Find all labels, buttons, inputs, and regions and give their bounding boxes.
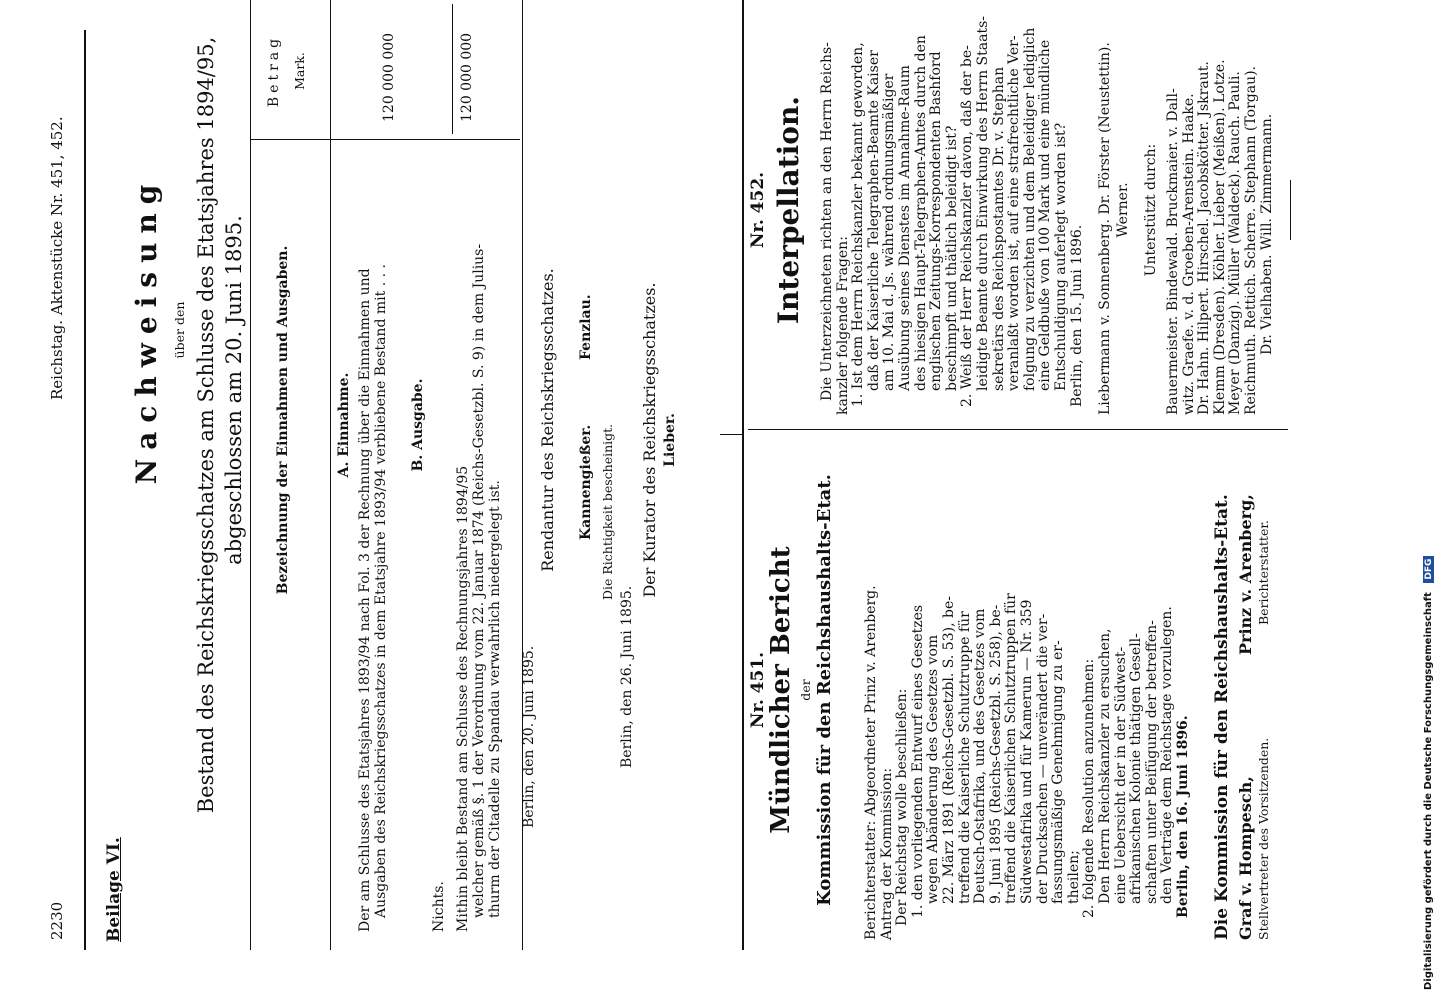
nr451-number: Nr. 451. — [748, 651, 768, 729]
nr451-line: der Drucksachen — unverändert die ver- — [1034, 613, 1051, 904]
table-column-rule — [250, 139, 520, 140]
nr451-line: Berichterstatter: Abgeordneter Prinz v. Arenberg. — [863, 585, 879, 940]
nr452-unterstuetzt: Unterstützt durch: — [1143, 143, 1159, 277]
signer-lieber: Lieber. — [662, 413, 678, 467]
nr452-supporters — [1166, 59, 1275, 415]
mid-tick-rule — [720, 434, 742, 435]
header-rule — [84, 30, 86, 950]
page-header-title: Reichstag. Aktenstücke Nr. 451, 452. — [48, 116, 66, 400]
dfg-logo: DFG — [1423, 556, 1434, 583]
nr451-line: theilen; — [1065, 850, 1082, 904]
digitization-credit — [1418, 10, 1434, 990]
nr451-kommission: Kommission für den Reichshaushalts-Etat. — [814, 474, 835, 906]
nr452-support-line: Klemm (Dresden). Köhler. Lieber (Meißen). Lotze. — [1211, 59, 1228, 415]
mithin-line-2: welcher gemäß §. 1 der Verordnung vom 22. Januar 1874 (Reichs-Gesetzbl. S. 9) in dem Julius- — [471, 243, 487, 918]
nr452-line: leidigte Beamte durch Einwirkung des Herrn Staats- — [974, 15, 991, 391]
nr451-line: Antrag der Kommission: — [878, 767, 895, 940]
nr452-line: daß der Kaiserliche Telegraphen-Beamte Kaiser — [865, 50, 882, 391]
section-divider-rule — [742, 0, 744, 950]
nr452-line: 1. Ist dem Herrn Reichskanzler bekannt geworden, — [850, 42, 867, 407]
table-header-right: Betrag — [266, 34, 282, 108]
nr452-line: folgung zu verzichten und dem Beleidiger lediglich — [1021, 27, 1038, 391]
nr452-line: am 10. Mai d. Js. während ordnungsmäßiger — [881, 73, 898, 391]
nr451-body — [864, 585, 1191, 940]
nr451-sig-right-1: Prinz v. Arenberg, — [1236, 494, 1255, 655]
nachweisung-title: Nachweisung — [130, 175, 163, 485]
kurator: Der Kurator des Reichskriegsschatzes. — [640, 282, 659, 598]
nachweisung-subtitle-2: abgeschlossen am 20. Juni 1895. — [222, 215, 246, 565]
nr452-line: englischen Zeitungs-Korrespondenten Bashford — [928, 51, 945, 391]
nr451-line: treffend die Kaiserlichen Schutztruppen für — [1003, 593, 1020, 904]
nachweisung-date-right: Berlin, den 26. Juni 1895. — [619, 585, 635, 768]
nr451-line: den Verträge dem Reichstage vorzulegen. — [1159, 606, 1176, 904]
nr452-support-line: Dr. Hahn. Hilpert. Hirschel. Jacobskötter. Jskraut. — [1196, 61, 1213, 415]
richtigkeit-note: Die Richtigkeit bescheinigt. — [600, 423, 615, 600]
nr451-line: afrikanischen Kolonie thätigen Gesell- — [1128, 633, 1145, 904]
mithin-amount: 120 000 000 — [459, 32, 475, 122]
ausgabe-text: Nichts. — [431, 881, 447, 932]
nr452-line: des hiesigen Haupt-Telegraphen-Amtes durch den — [912, 35, 929, 391]
nr451-line: 2. folgende Resolution anzunehmen: — [1081, 658, 1098, 918]
sum-rule — [452, 4, 453, 134]
signer-kannengiesser: Kannengießer. — [578, 424, 594, 540]
nachweisung-date-left: Berlin, den 20. Juni 1895. — [521, 645, 537, 828]
beilage-label: Beilage VI. — [104, 837, 124, 942]
nr452-support-line: Meyer (Danzig). Müller (Waldeck). Rauch. Pauli. — [1227, 71, 1244, 415]
nr452-line: kanzler folgende Fragen: — [834, 236, 851, 415]
einnahme-line-1: Der am Schlusse des Etatsjahres 1893/94 nach Fol. 3 der Rechnung über die Einnahmen und — [357, 268, 373, 932]
nr451-line: Deutsch-Ostafrika, und des Gesetzes vom — [972, 608, 989, 904]
einnahme-amount: 120 000 000 — [381, 32, 397, 122]
nr451-line: wegen Abänderung des Gesetzes vom — [925, 634, 942, 904]
nr451-line: fassungsmäßige Genehmigung zu er- — [1050, 640, 1067, 904]
signer-fenzlau: Fenzlau. — [578, 294, 594, 360]
nr451-sig-left-1: Graf v. Hompesch, — [1236, 776, 1255, 940]
nr451-sig-right-2: Berichterstatter. — [1256, 520, 1271, 625]
ueber-den: über den — [172, 301, 187, 359]
nr452-support-line: Reichmuth. Rettich. Scherre. Stephann (Torgau). — [1242, 66, 1259, 415]
nr452-title: Interpellation. — [772, 95, 805, 325]
nr452-line: beschimpft und thätlich beleidigt ist? — [943, 125, 960, 391]
nr452-line: sekretärs des Reichspostamtes Dr. v. Stephan — [990, 66, 1007, 391]
mithin-line-3: thurm der Citadelle zu Spandau verwahrlich niedergelegt ist. — [487, 480, 503, 918]
nr452-support-line: witz. Graefe. v. d. Groeben-Arenstein. Haake. — [1180, 93, 1197, 415]
table-header-rule — [330, 0, 331, 950]
nr451-line: eine Uebersicht der in der Südwest- — [1112, 646, 1129, 904]
nr452-signers-2: Werner. — [1115, 182, 1131, 238]
table-top-rule — [250, 0, 251, 950]
nr452-number: Nr. 452. — [748, 171, 768, 249]
nr451-line: schaften unter Beifügung der betreffen- — [1143, 620, 1160, 904]
rendantur: Rendantur des Reichskriegsschatzes. — [538, 268, 557, 572]
table-header-unit: Mark. — [292, 52, 307, 90]
nr451-line: Südwestafrika und für Kamerun — Nr. 359 — [1018, 599, 1035, 904]
nr452-support-line: Dr. Vielhaben. Will. Zimmermann. — [1258, 113, 1275, 355]
nr451-title: Mündlicher Bericht — [766, 546, 796, 834]
column-separator — [748, 429, 1288, 430]
nr451-line: 22. März 1891 (Reichs-Gesetzbl. S. 53), be- — [940, 596, 957, 904]
nachweisung-subtitle-1: Bestand des Reichskriegsschatzes am Schlusse des Etatsjahres 1894/95, — [194, 36, 218, 814]
nr451-der: der — [798, 679, 813, 701]
section-a-heading: A. Einnahme. — [336, 372, 352, 478]
einnahme-line-2: Ausgaben des Reichskriegsschatzes in dem Etatsjahre 1893/94 verbliebene Bestand mit . . . — [373, 264, 389, 918]
section-b-heading: B. Ausgabe. — [410, 378, 426, 472]
nr452-line: eine Geldbuße von 100 Mark und eine mündliche — [1037, 39, 1054, 391]
nr452-line: Entschuldigung auferlegt worden ist? — [1052, 122, 1069, 391]
nr452-line: Ausübung seines Dienstes im Annahme-Raum — [896, 65, 913, 391]
nr451-line: treffend die Kaiserliche Schutztruppe für — [956, 611, 973, 904]
nr451-sig-left-2: Stellvertreter des Vorsitzenden. — [1256, 737, 1271, 940]
nr452-line: Die Unterzeichneten richten an den Herrn Reichs- — [819, 42, 835, 401]
nr451-signature-title: Die Kommission für den Reichshaushalts-Etat. — [1212, 494, 1232, 940]
nr451-line: Der Reichstag wolle beschließen: — [894, 688, 911, 926]
nr452-date: Berlin, den 15. Juni 1896. — [1068, 224, 1085, 407]
nr452-body — [820, 16, 1085, 415]
nr451-line: 9. Juni 1895 (Reichs-Gesetzbl. S. 258), be- — [987, 604, 1004, 904]
nr451-line: 1. den vorliegenden Entwurf eines Gesetzes — [909, 604, 926, 918]
page-number: 2230 — [48, 901, 66, 940]
end-rule — [1290, 180, 1291, 240]
table-header-left: Bezeichnung der Einnahmen und Ausgaben. — [275, 245, 291, 595]
nr452-signers-1: Liebermann v. Sonnenberg. Dr. Förster (Neustettin). — [1097, 42, 1113, 415]
credit-text: Digitalisierung gefördert durch die Deutsche Forschungsgemeinschaft — [1423, 592, 1434, 990]
nr452-support-line: Bauermeister. Bindewald. Bruckmaier. v. Dall- — [1165, 88, 1181, 415]
nr452-line: veranlaßt worden ist, auf eine strafrechtliche Ver- — [1006, 35, 1023, 391]
mithin-line-1: Mithin bleibt Bestand am Schlusse des Rechnungsjahres 1894/95 — [455, 465, 471, 932]
nr452-line: 2. Weiß der Herr Reichskanzler davon, daß der be- — [959, 45, 976, 407]
nr451-date: Berlin, den 16. Juni 1896. — [1174, 715, 1191, 918]
nr451-line: Den Herrn Reichskanzler zu ersuchen, — [1096, 628, 1113, 904]
